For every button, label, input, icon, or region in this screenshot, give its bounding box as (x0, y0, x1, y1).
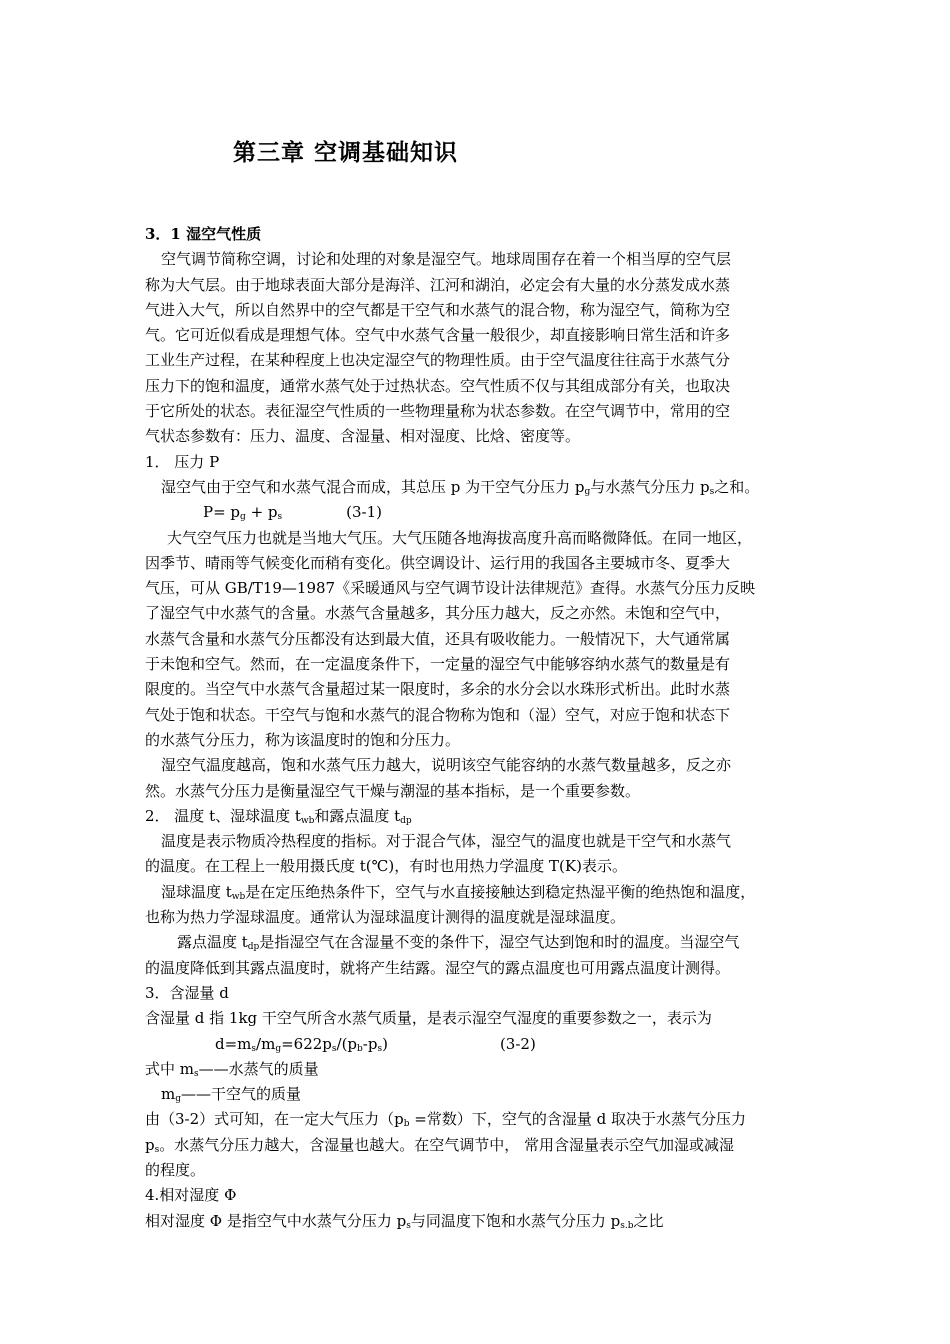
intro-line: 空气调节简称空调，讨论和处理的对象是湿空气。地球周围存在着一个相当厚的空气层 (161, 250, 732, 269)
intro-line: 工业生产过程，在某种程度上也决定湿空气的物理性质。由于空气温度往往高于水蒸气分 (145, 351, 731, 370)
formula-number: (3-2) (499, 1034, 536, 1053)
item1-para-line: 气处于饱和状态。干空气与饱和水蒸气的混合物称为饱和（湿）空气，对应于饱和状态下 (145, 705, 731, 724)
wet-bulb-line: 也称为热力学湿球温度。通常认为湿球温度计测得的温度就是湿球温度。 (145, 908, 626, 927)
item1-para-line: 的水蒸气分压力，称为该温度时的饱和分压力。 (145, 730, 461, 749)
item3-heading: 3．含湿量 d (145, 983, 229, 1002)
dew-point-line: 露点温度 $t_{dp}$是指湿空气在含湿量不变的条件下，湿空气达到饱和时的温度。当湿空气 (177, 933, 740, 953)
formula-3-2: $d=m_s/m_g=622p_s/(p_b-p_s)$ (3-2) (215, 1034, 536, 1054)
section-heading: 3．1 湿空气性质 (145, 225, 262, 243)
intro-line: 于它所处的状态。表征湿空气性质的一些物理量称为状态参数。在空气调节中，常用的空 (145, 402, 731, 421)
item1-para-line: 水蒸气含量和水蒸气分压都没有达到最大值，还具有吸收能力。一般情况下，大气通常属 (145, 629, 731, 648)
item3-note-line: 的程度。 (145, 1160, 206, 1179)
item1-para-line: 于未饱和空气。然而，在一定温度条件下，一定量的湿空气中能够容纳水蒸气的数量是有 (145, 655, 731, 674)
item1-para-line: 气压，可从 GB/T19—1987《采暖通风与空气调节设计法律规范》查得。水蒸气分压力反映 (145, 579, 756, 598)
item2-heading: 2． 温度 t、湿球温度 $t_{wb}$和露点温度 $t_{dp}$ (145, 806, 412, 826)
intro-line: 称为大气层。由于地球表面大部分是海洋、江河和湖泊，必定会有大量的水分蒸发成水蒸 (145, 275, 731, 294)
chapter-title: 第三章 空调基础知识 (233, 140, 459, 166)
formula-3-1: $P= p_g + p_s$ (3-1) (203, 503, 382, 523)
item3-note-line: $p_s$。水蒸气分压力越大，含湿量也越大。在空气调节中， 常用含湿量表示空气加湿或减湿 (145, 1135, 735, 1155)
dew-point-line: 的温度降低到其露点温度时，就将产生结露。湿空气的露点温度也可用露点温度计测得。 (145, 958, 731, 977)
item1-para-line: 因季节、晴雨等气候变化而稍有变化。供空调设计、运行用的我国各主要城市冬、夏季大 (145, 553, 731, 572)
where-line: $m_g——$干空气的质量 (161, 1085, 302, 1105)
item1-pressure-line: 湿空气由于空气和水蒸气混合而成，其总压 p 为干空气分压力 $p_g$与水蒸气分压力 $p_s$之和。 (161, 477, 760, 497)
item1-para-line: 湿空气温度越高，饱和水蒸气压力越大，说明该空气能容纳的水蒸气数量越多，反之亦 (161, 756, 732, 775)
intro-line: 气进入大气，所以自然界中的空气都是干空气和水蒸气的混合物，称为湿空气，简称为空 (145, 300, 731, 319)
item1-para-line: 了湿空气中水蒸气的含量。水蒸气含量越多，其分压力越大，反之亦然。未饱和空气中， (145, 604, 731, 623)
item2-para-line: 温度是表示物质冷热程度的指标。对于混合气体，湿空气的温度也就是干空气和水蒸气 (161, 832, 732, 851)
item4-definition: 相对湿度 Φ 是指空气中水蒸气分压力 $p_s$与同温度下饱和水蒸气分压力 $p_{s.b}$之比 (145, 1211, 664, 1231)
intro-line: 压力下的饱和温度，通常水蒸气处于过热状态。空气性质不仅与其组成部分有关，也取决 (145, 376, 731, 395)
item1-heading: 1． 压力 P (145, 452, 220, 471)
where-line: 式中 $m_s——$水蒸气的质量 (145, 1059, 319, 1079)
document-body (145, 222, 813, 1234)
formula-number: (3-1) (346, 503, 382, 522)
item2-para-line: 的温度。在工程上一般用摄氏度 t(℃)，有时也用热力学温度 T(K)表示。 (145, 857, 627, 876)
wet-bulb-line: 湿球温度 $t_{wb}$是在定压绝热条件下，空气与水直接接触达到稳定热湿平衡的绝热饱和温度， (161, 882, 756, 902)
item1-para-line: 然。水蒸气分压力是衡量湿空气干燥与潮湿的基本指标，是一个重要参数。 (145, 781, 641, 800)
item4-heading: 4.相对湿度 Φ (145, 1186, 237, 1205)
intro-line: 气状态参数有：压力、温度、含湿量、相对湿度、比焓、密度等。 (145, 427, 581, 446)
item3-note-line: 由（3-2）式可知，在一定大气压力（$p_b$ =常数）下，空气的含湿量 d 取决于水蒸气分压力 (145, 1110, 747, 1130)
item1-para-line: 大气空气压力也就是当地大气压。大气压随各地海拔高度升高而略微降低。在同一地区， (167, 528, 753, 547)
intro-line: 气。它可近似看成是理想气体。空气中水蒸气含量一般很少，却直接影响日常生活和许多 (145, 326, 731, 345)
item3-definition: 含湿量 d 指 1kg 干空气所含水蒸气质量，是表示湿空气湿度的重要参数之一，表示为 (145, 1009, 712, 1028)
item1-para-line: 限度的。当空气中水蒸气含量超过某一限度时，多余的水分会以水珠形式析出。此时水蒸 (145, 680, 731, 699)
